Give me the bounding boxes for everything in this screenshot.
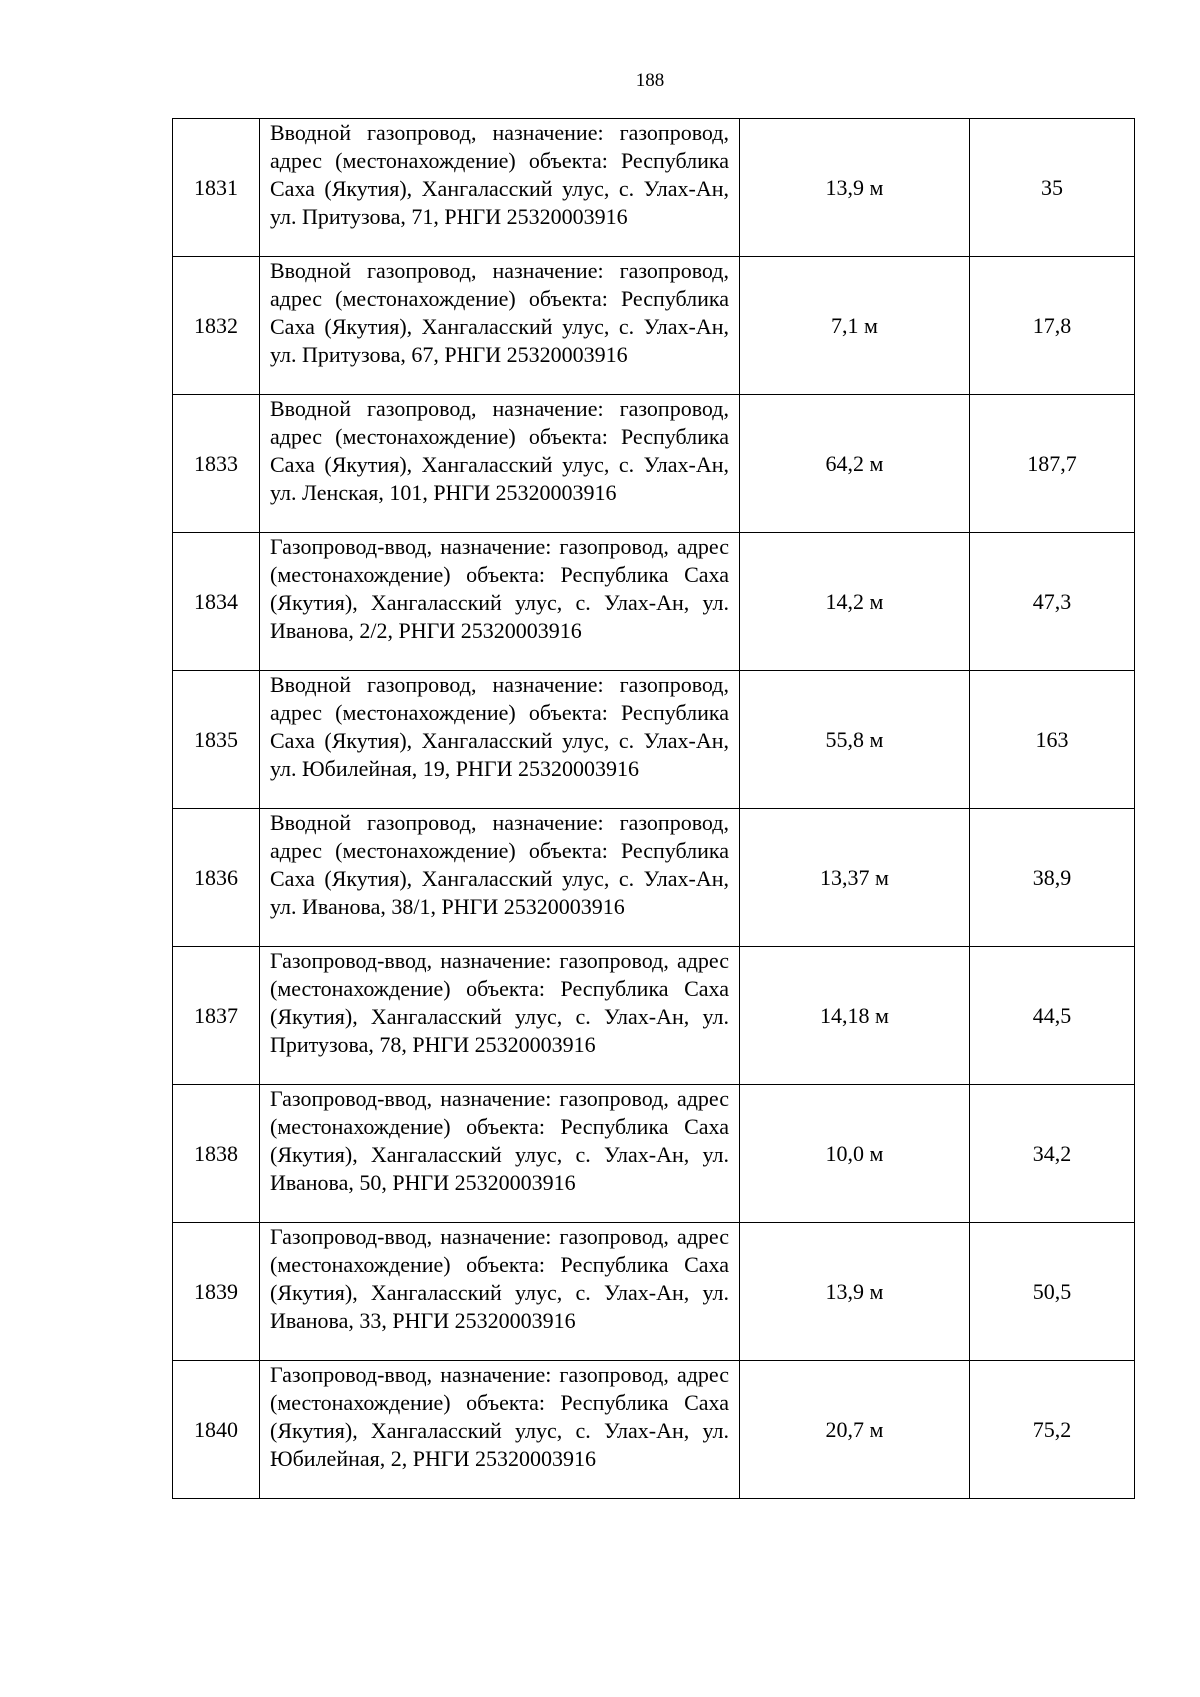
row-number: 1835 bbox=[173, 671, 260, 809]
registry-table bbox=[172, 118, 1135, 1499]
object-value: 17,8 bbox=[970, 257, 1135, 395]
row-number: 1831 bbox=[173, 119, 260, 257]
row-number: 1839 bbox=[173, 1223, 260, 1361]
object-value: 187,7 bbox=[970, 395, 1135, 533]
object-length: 20,7 м bbox=[740, 1361, 970, 1499]
page-number: 188 bbox=[635, 70, 665, 91]
row-number: 1833 bbox=[173, 395, 260, 533]
object-value: 163 bbox=[970, 671, 1135, 809]
table-row bbox=[173, 533, 1135, 671]
object-description: Газопровод-ввод, назначение: газопровод, адрес (местонахождение) объекта: Республика Саха (Якутия), Хангаласский улус, с. Улах-Ан, ул. Иванова, 2/2, РНГИ 25320003916 bbox=[260, 533, 740, 671]
table-row bbox=[173, 1361, 1135, 1499]
object-value: 35 bbox=[970, 119, 1135, 257]
object-value: 75,2 bbox=[970, 1361, 1135, 1499]
object-value: 50,5 bbox=[970, 1223, 1135, 1361]
object-description: Газопровод-ввод, назначение: газопровод, адрес (местонахождение) объекта: Республика Саха (Якутия), Хангаласский улус, с. Улах-Ан, ул. Юбилейная, 2, РНГИ 25320003916 bbox=[260, 1361, 740, 1499]
object-length: 64,2 м bbox=[740, 395, 970, 533]
object-length: 14,18 м bbox=[740, 947, 970, 1085]
object-length: 14,2 м bbox=[740, 533, 970, 671]
object-length: 55,8 м bbox=[740, 671, 970, 809]
table-row bbox=[173, 257, 1135, 395]
row-number: 1834 bbox=[173, 533, 260, 671]
object-length: 13,37 м bbox=[740, 809, 970, 947]
table-row bbox=[173, 671, 1135, 809]
object-description: Газопровод-ввод, назначение: газопровод, адрес (местонахождение) объекта: Республика Саха (Якутия), Хангаласский улус, с. Улах-Ан, ул. Иванова, 33, РНГИ 25320003916 bbox=[260, 1223, 740, 1361]
row-number: 1837 bbox=[173, 947, 260, 1085]
object-length: 10,0 м bbox=[740, 1085, 970, 1223]
object-description: Газопровод-ввод, назначение: газопровод, адрес (местонахождение) объекта: Республика Саха (Якутия), Хангаласский улус, с. Улах-Ан, ул. Притузова, 78, РНГИ 25320003916 bbox=[260, 947, 740, 1085]
table-row bbox=[173, 395, 1135, 533]
object-description: Вводной газопровод, назначение: газопровод, адрес (местонахождение) объекта: Республика Саха (Якутия), Хангаласский улус, с. Улах-Ан, ул. Притузова, 67, РНГИ 25320003916 bbox=[260, 257, 740, 395]
object-value: 44,5 bbox=[970, 947, 1135, 1085]
object-value: 38,9 bbox=[970, 809, 1135, 947]
table-row bbox=[173, 809, 1135, 947]
object-length: 7,1 м bbox=[740, 257, 970, 395]
row-number: 1840 bbox=[173, 1361, 260, 1499]
object-description: Вводной газопровод, назначение: газопровод, адрес (местонахождение) объекта: Республика Саха (Якутия), Хангаласский улус, с. Улах-Ан, ул. Юбилейная, 19, РНГИ 25320003916 bbox=[260, 671, 740, 809]
table-row bbox=[173, 1223, 1135, 1361]
object-description: Газопровод-ввод, назначение: газопровод, адрес (местонахождение) объекта: Республика Саха (Якутия), Хангаласский улус, с. Улах-Ан, ул. Иванова, 50, РНГИ 25320003916 bbox=[260, 1085, 740, 1223]
object-value: 47,3 bbox=[970, 533, 1135, 671]
table-row bbox=[173, 947, 1135, 1085]
object-length: 13,9 м bbox=[740, 1223, 970, 1361]
row-number: 1838 bbox=[173, 1085, 260, 1223]
row-number: 1832 bbox=[173, 257, 260, 395]
object-description: Вводной газопровод, назначение: газопровод, адрес (местонахождение) объекта: Республика Саха (Якутия), Хангаласский улус, с. Улах-Ан, ул. Ленская, 101, РНГИ 25320003916 bbox=[260, 395, 740, 533]
object-value: 34,2 bbox=[970, 1085, 1135, 1223]
object-description: Вводной газопровод, назначение: газопровод, адрес (местонахождение) объекта: Республика Саха (Якутия), Хангаласский улус, с. Улах-Ан, ул. Притузова, 71, РНГИ 25320003916 bbox=[260, 119, 740, 257]
table-row bbox=[173, 1085, 1135, 1223]
object-length: 13,9 м bbox=[740, 119, 970, 257]
registry-table-body bbox=[173, 119, 1135, 1499]
object-description: Вводной газопровод, назначение: газопровод, адрес (местонахождение) объекта: Республика Саха (Якутия), Хангаласский улус, с. Улах-Ан, ул. Иванова, 38/1, РНГИ 25320003916 bbox=[260, 809, 740, 947]
row-number: 1836 bbox=[173, 809, 260, 947]
table-row bbox=[173, 119, 1135, 257]
